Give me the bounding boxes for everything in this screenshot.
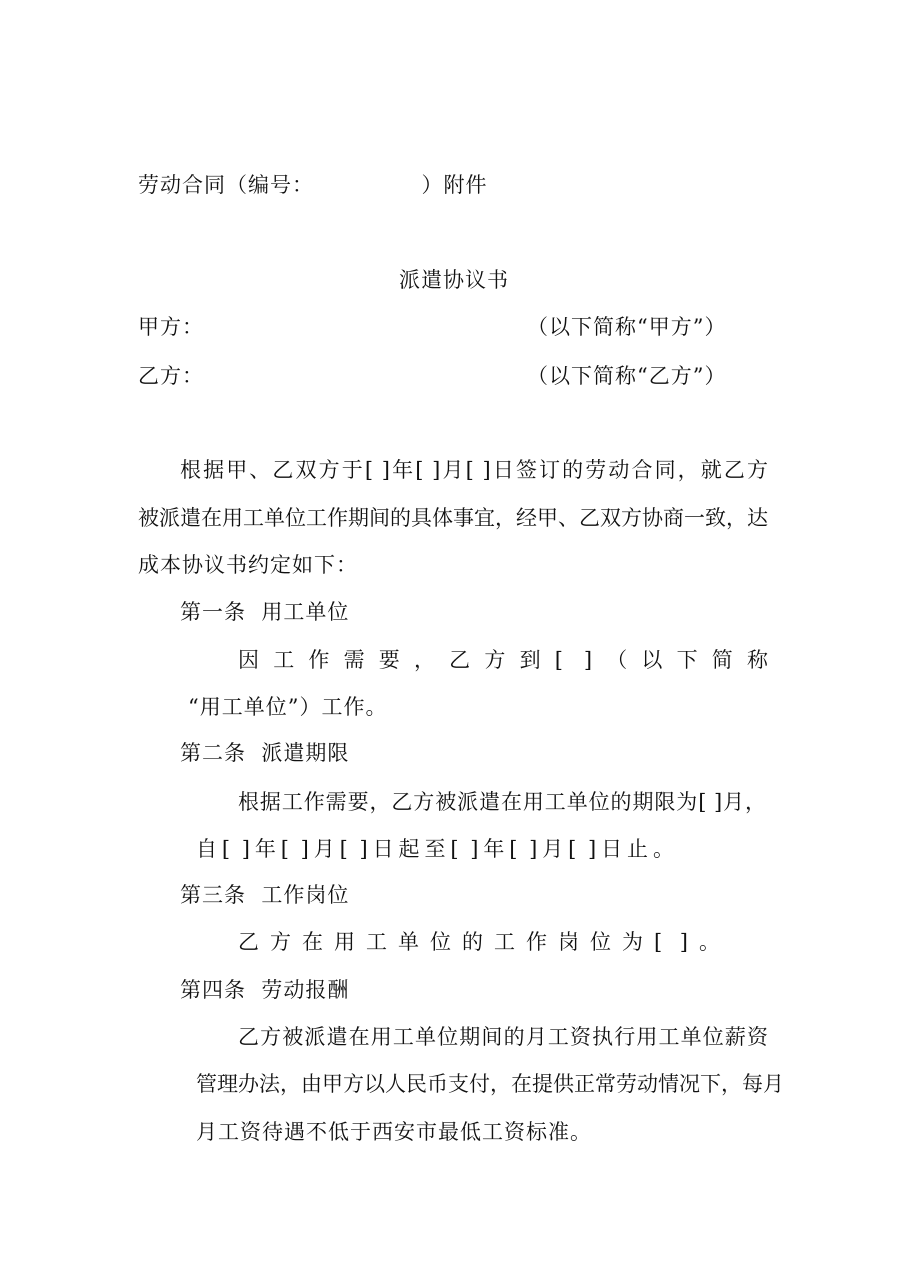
article-text-line: 自[ ]年[ ]月[ ]日起至[ ]年[ ]月[ ]日止。: [196, 837, 674, 861]
article-heading: 第四条 劳动报酬: [180, 978, 350, 1002]
article-text-line: 管理办法，由甲方以人民币支付，在提供正常劳动情况下，每月: [196, 1072, 784, 1096]
article-text-line: 根据工作需要，乙方被派遣在用工单位的期限为[ ]月，: [238, 790, 766, 814]
party-a-label: 甲方：: [138, 315, 204, 339]
party-a-alias: （以下简称“甲方”）: [527, 315, 727, 339]
article-heading: 第二条 派遣期限: [180, 741, 350, 765]
preamble-line: 被派遣在用工单位工作期间的具体事宜，经甲、乙双方协商一致，达: [138, 506, 768, 530]
contract-reference: 劳动合同（编号： ）附件: [138, 173, 488, 197]
article-text-line: 乙方被派遣在用工单位期间的月工资执行用工单位薪资: [238, 1025, 768, 1049]
article-heading: 第三条 工作岗位: [180, 883, 350, 907]
party-b-alias: （以下简称“乙方”）: [527, 364, 727, 388]
article-heading: 第一条 用工单位: [180, 600, 350, 624]
article-text-line: 乙方在用工单位的工作岗位为[ ]。: [238, 930, 720, 954]
article-text-line: 因工作需要，乙方到[ ]（以下简称: [238, 648, 768, 672]
preamble-line: 根据甲、乙双方于[ ]年[ ]月[ ]日签订的劳动合同，就乙方: [180, 458, 768, 482]
document-title: 派遣协议书: [399, 268, 509, 292]
party-b-label: 乙方：: [138, 364, 204, 388]
article-text-line: 月工资待遇不低于西安市最低工资标准。: [196, 1120, 592, 1144]
preamble-line: 成本协议书约定如下：: [138, 553, 358, 577]
article-text-line: “用工单位”）工作。: [188, 695, 388, 719]
